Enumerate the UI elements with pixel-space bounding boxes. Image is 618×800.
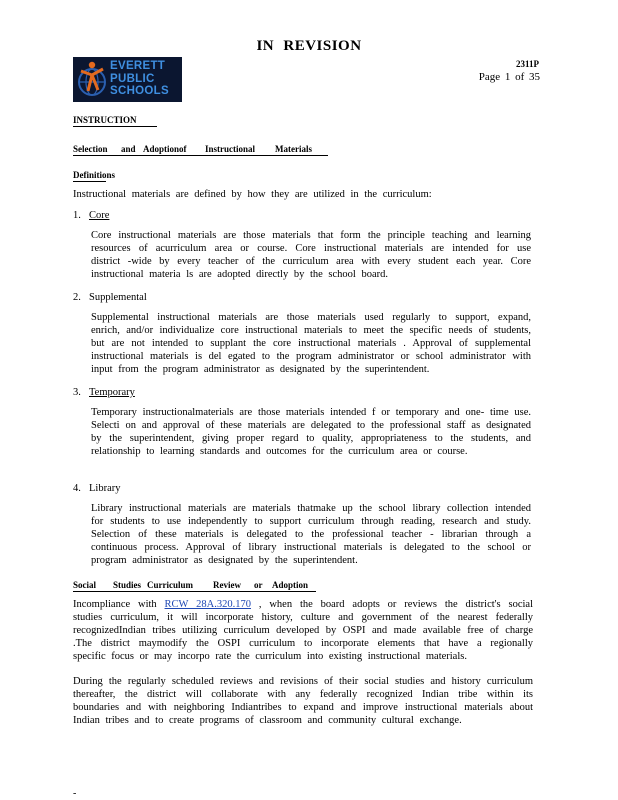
temporary-definition: Temporary instructionalmaterials are those materials intended f or temporary and one- time use. Selecti on and approval of these materials are delegated to the professional staff as designated by the superintendent, giving proper regard to quality, appropriateness to the students, and relationship to learning standards and outcomes for the curriculum area or course. — [91, 407, 531, 457]
list-item-core: 1. Core — [73, 210, 110, 221]
revision-banner: IN REVISION — [256, 38, 362, 54]
social-studies-paragraph-2: During the regularly scheduled reviews and revisions of their social studies and history curriculum thereafter, the district will collaborate with any federally recognized Indian tribe within its boundaries and with neighboring Indiantribes to expand and improve instructional materials about Indian tribes and to create programs of classroom and community cultural exchange. — [73, 676, 533, 726]
definitions-intro: Instructional materials are defined by how they are utilized in the curriculum: — [73, 189, 432, 200]
footer-mark: - — [73, 788, 77, 799]
library-definition: Library instructional materials are materials thatmake up the school library collection intended for students to use independently to support curriculum through reading, research and study. Selection of these materials is delegated to the professional teacher - librarian through a continuous process. Approval of library instructional materials is delegated to the school or program administrator as designated by the superintendent. — [91, 503, 531, 566]
section-selection-heading: Selection and Adoptionof Instructional Materials — [73, 144, 328, 156]
list-item-library: 4. Library — [73, 483, 121, 494]
logo-wordmark: EVERETT PUBLIC SCHOOLS — [110, 60, 169, 97]
page-number: Page 1 of 35 — [478, 71, 540, 83]
everett-public-schools-logo — [73, 57, 182, 102]
supplemental-definition: Supplemental instructional materials are those materials used regularly to support, expand, enrich, and/or individualize core instructional materials to meet the specific needs of students, but are not intended to supplant the core instructional materials . Approval of supplemental instructional materials is del egated to the program administrator or school administrator with input from the program administrator as designated by the superintendent. — [91, 312, 531, 375]
policy-code: 2311P — [515, 59, 539, 69]
social-studies-paragraph-1: Incompliance with RCW 28A.320.170 , when the board adopts or reviews the district's social studies curriculum, it will incorporate history, culture and government of the nearest federally recognizedIndian tribes utilizing curriculum developed by OSPI and made available free of charge .The district maymodify the OSPI curriculum to incorporate elements that have a regionally specific focus or may incorpo rate the curriculum into existing instructional materials. — [73, 599, 534, 662]
globe-figure-icon — [73, 57, 113, 102]
core-definition: Core instructional materials are those materials that form the principle teaching and learning resources of acurriculum area or course. Core instructional materials are intended for use district -wide by every teacher of the curriculum area with every student each year. Core instructional materia ls are adopted directly by the school board. — [91, 230, 531, 280]
section-instruction: INSTRUCTION — [73, 115, 157, 127]
rcw-link[interactable]: RCW 28A.320.170 — [164, 599, 251, 610]
section-social-studies-heading: Social Studies Curriculum Review or Adoption — [73, 580, 316, 592]
list-item-supplemental: 2. Supplemental — [73, 292, 147, 303]
section-definitions: Definitions — [73, 170, 116, 180]
list-item-temporary: 3. Temporary — [73, 387, 135, 398]
